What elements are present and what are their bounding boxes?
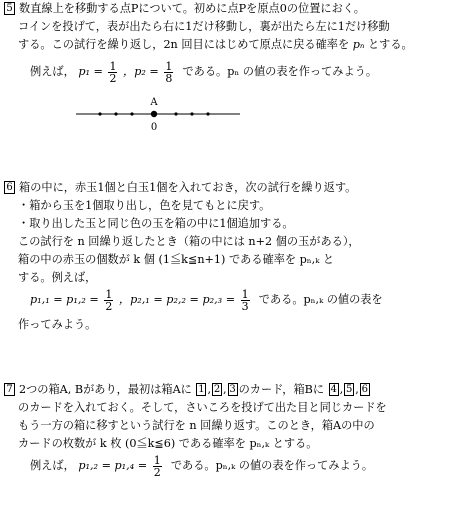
- problem-number-box: 7: [4, 383, 15, 396]
- example-lead: 例えば，: [30, 65, 75, 78]
- numerator: 1: [165, 59, 173, 73]
- problem-6-bullet-2: ・取り出した玉と同じ色の玉を箱の中に1個追加する。: [18, 217, 294, 230]
- card-2: 2: [213, 384, 221, 395]
- example-lead: 例えば，: [30, 459, 75, 472]
- problem-text: 箱の中に，赤玉1個と白玉1個を入れておき，次の試行を繰り返す。: [19, 181, 357, 194]
- problem-6-line-5: 箱の中の赤玉の個数が k 個 (1≦k≦n+1) である確率を pₙ,ₖ と: [18, 253, 335, 266]
- problem-5-example: [30, 58, 377, 86]
- problem-text: 2つの箱A, Bがあり，最初は箱Aに: [19, 383, 192, 396]
- problem-6-line-1: [4, 181, 356, 195]
- problem-6-line-4: この試行を n 回繰り返したとき（箱の中には n+2 個の玉がある），: [18, 235, 360, 248]
- problem-7-line-4: カードの枚数が k 枚 (0≦k≦6) である確率を pₙ,ₖ とする。: [18, 437, 318, 450]
- example-tail: である。pₙ の値の表を作ってみよう。: [182, 65, 378, 78]
- origin-label: 0: [150, 122, 158, 133]
- tick-dot: [190, 112, 193, 115]
- problem-text: 数直線上を移動する点Pについて。初めに点Pを原点0の位置におく。: [19, 2, 365, 15]
- denominator: 2: [105, 299, 113, 313]
- tick-dot: [130, 112, 133, 115]
- numerator: 1: [241, 287, 249, 301]
- tick-dot: [114, 112, 117, 115]
- variable: pₙ: [352, 38, 365, 51]
- denominator: 2: [109, 71, 117, 85]
- equation-label: ，p₂ =: [123, 65, 159, 78]
- example-tail: である。pₙ,ₖ の値の表を作ってみよう。: [170, 459, 374, 472]
- denominator: 3: [241, 299, 249, 313]
- card-1: 1: [198, 384, 205, 395]
- problem-5-line-2: コインを投げて，表が出たら右に1だけ移動し，裏が出たら左に1だけ移動: [18, 20, 390, 33]
- denominator: 2: [153, 465, 161, 479]
- tick-dot: [206, 112, 209, 115]
- problem-7-line-1: 7 2つの箱A, Bがあり，最初は箱Aに 1 , 2 , 3 のカード，箱Bに 4 , 5 , 6: [4, 383, 371, 397]
- problem-text: のカード，箱Bに: [238, 383, 325, 396]
- fraction: [241, 289, 250, 312]
- problem-number-box: 6: [4, 181, 15, 194]
- fraction: [153, 455, 162, 478]
- card-4: 4: [330, 384, 337, 395]
- problem-number-box: 5: [4, 2, 15, 15]
- problem-6-line-6: する。例えば，: [18, 271, 97, 284]
- card-5: 5: [346, 384, 353, 395]
- fraction: [164, 61, 173, 84]
- equation-label: p₁ =: [78, 65, 103, 78]
- equation-label: ，p₂,₁ = p₂,₂ = p₂,₃ =: [118, 293, 236, 306]
- problem-5-line-1: [4, 2, 365, 16]
- problem-7-line-2: のカードを入れておく。そして，さいころを投げて出た目と同じカードを: [18, 401, 387, 414]
- tick-dot: [98, 112, 101, 115]
- equation-tail: である。pₙ,ₖ の値の表を: [258, 293, 383, 306]
- fraction: [108, 61, 117, 84]
- problem-5-line-3: [18, 38, 413, 52]
- problem-7-example: [30, 452, 373, 480]
- origin-point: [151, 111, 157, 117]
- problem-text: する。この試行を繰り返し，2n 回目にはじめて原点に戻る確率を: [18, 38, 350, 51]
- equation-label: p₁,₁ = p₁,₂ =: [30, 293, 99, 306]
- numerator: 1: [109, 59, 117, 73]
- problem-6-equation: [30, 286, 383, 314]
- number-line: [70, 94, 250, 134]
- card-6: 6: [361, 384, 368, 395]
- problem-6-line-8: 作ってみよう。: [18, 318, 97, 331]
- fraction: [104, 289, 113, 312]
- problem-7-line-3: もう一方の箱に移すという試行を n 回繰り返す。このとき，箱Aの中の: [18, 419, 375, 432]
- card-3: 3: [229, 384, 236, 395]
- numerator: 1: [105, 287, 113, 301]
- problem-text: とする。: [367, 38, 413, 51]
- equation-label: p₁,₂ = p₁,₄ =: [78, 459, 148, 472]
- denominator: 8: [165, 71, 173, 85]
- problem-6-bullet-1: ・箱から玉を1個取り出し，色を見てもとに戻す。: [18, 199, 271, 212]
- point-label: A: [150, 97, 158, 108]
- numerator: 1: [153, 453, 161, 467]
- tick-dot: [174, 112, 177, 115]
